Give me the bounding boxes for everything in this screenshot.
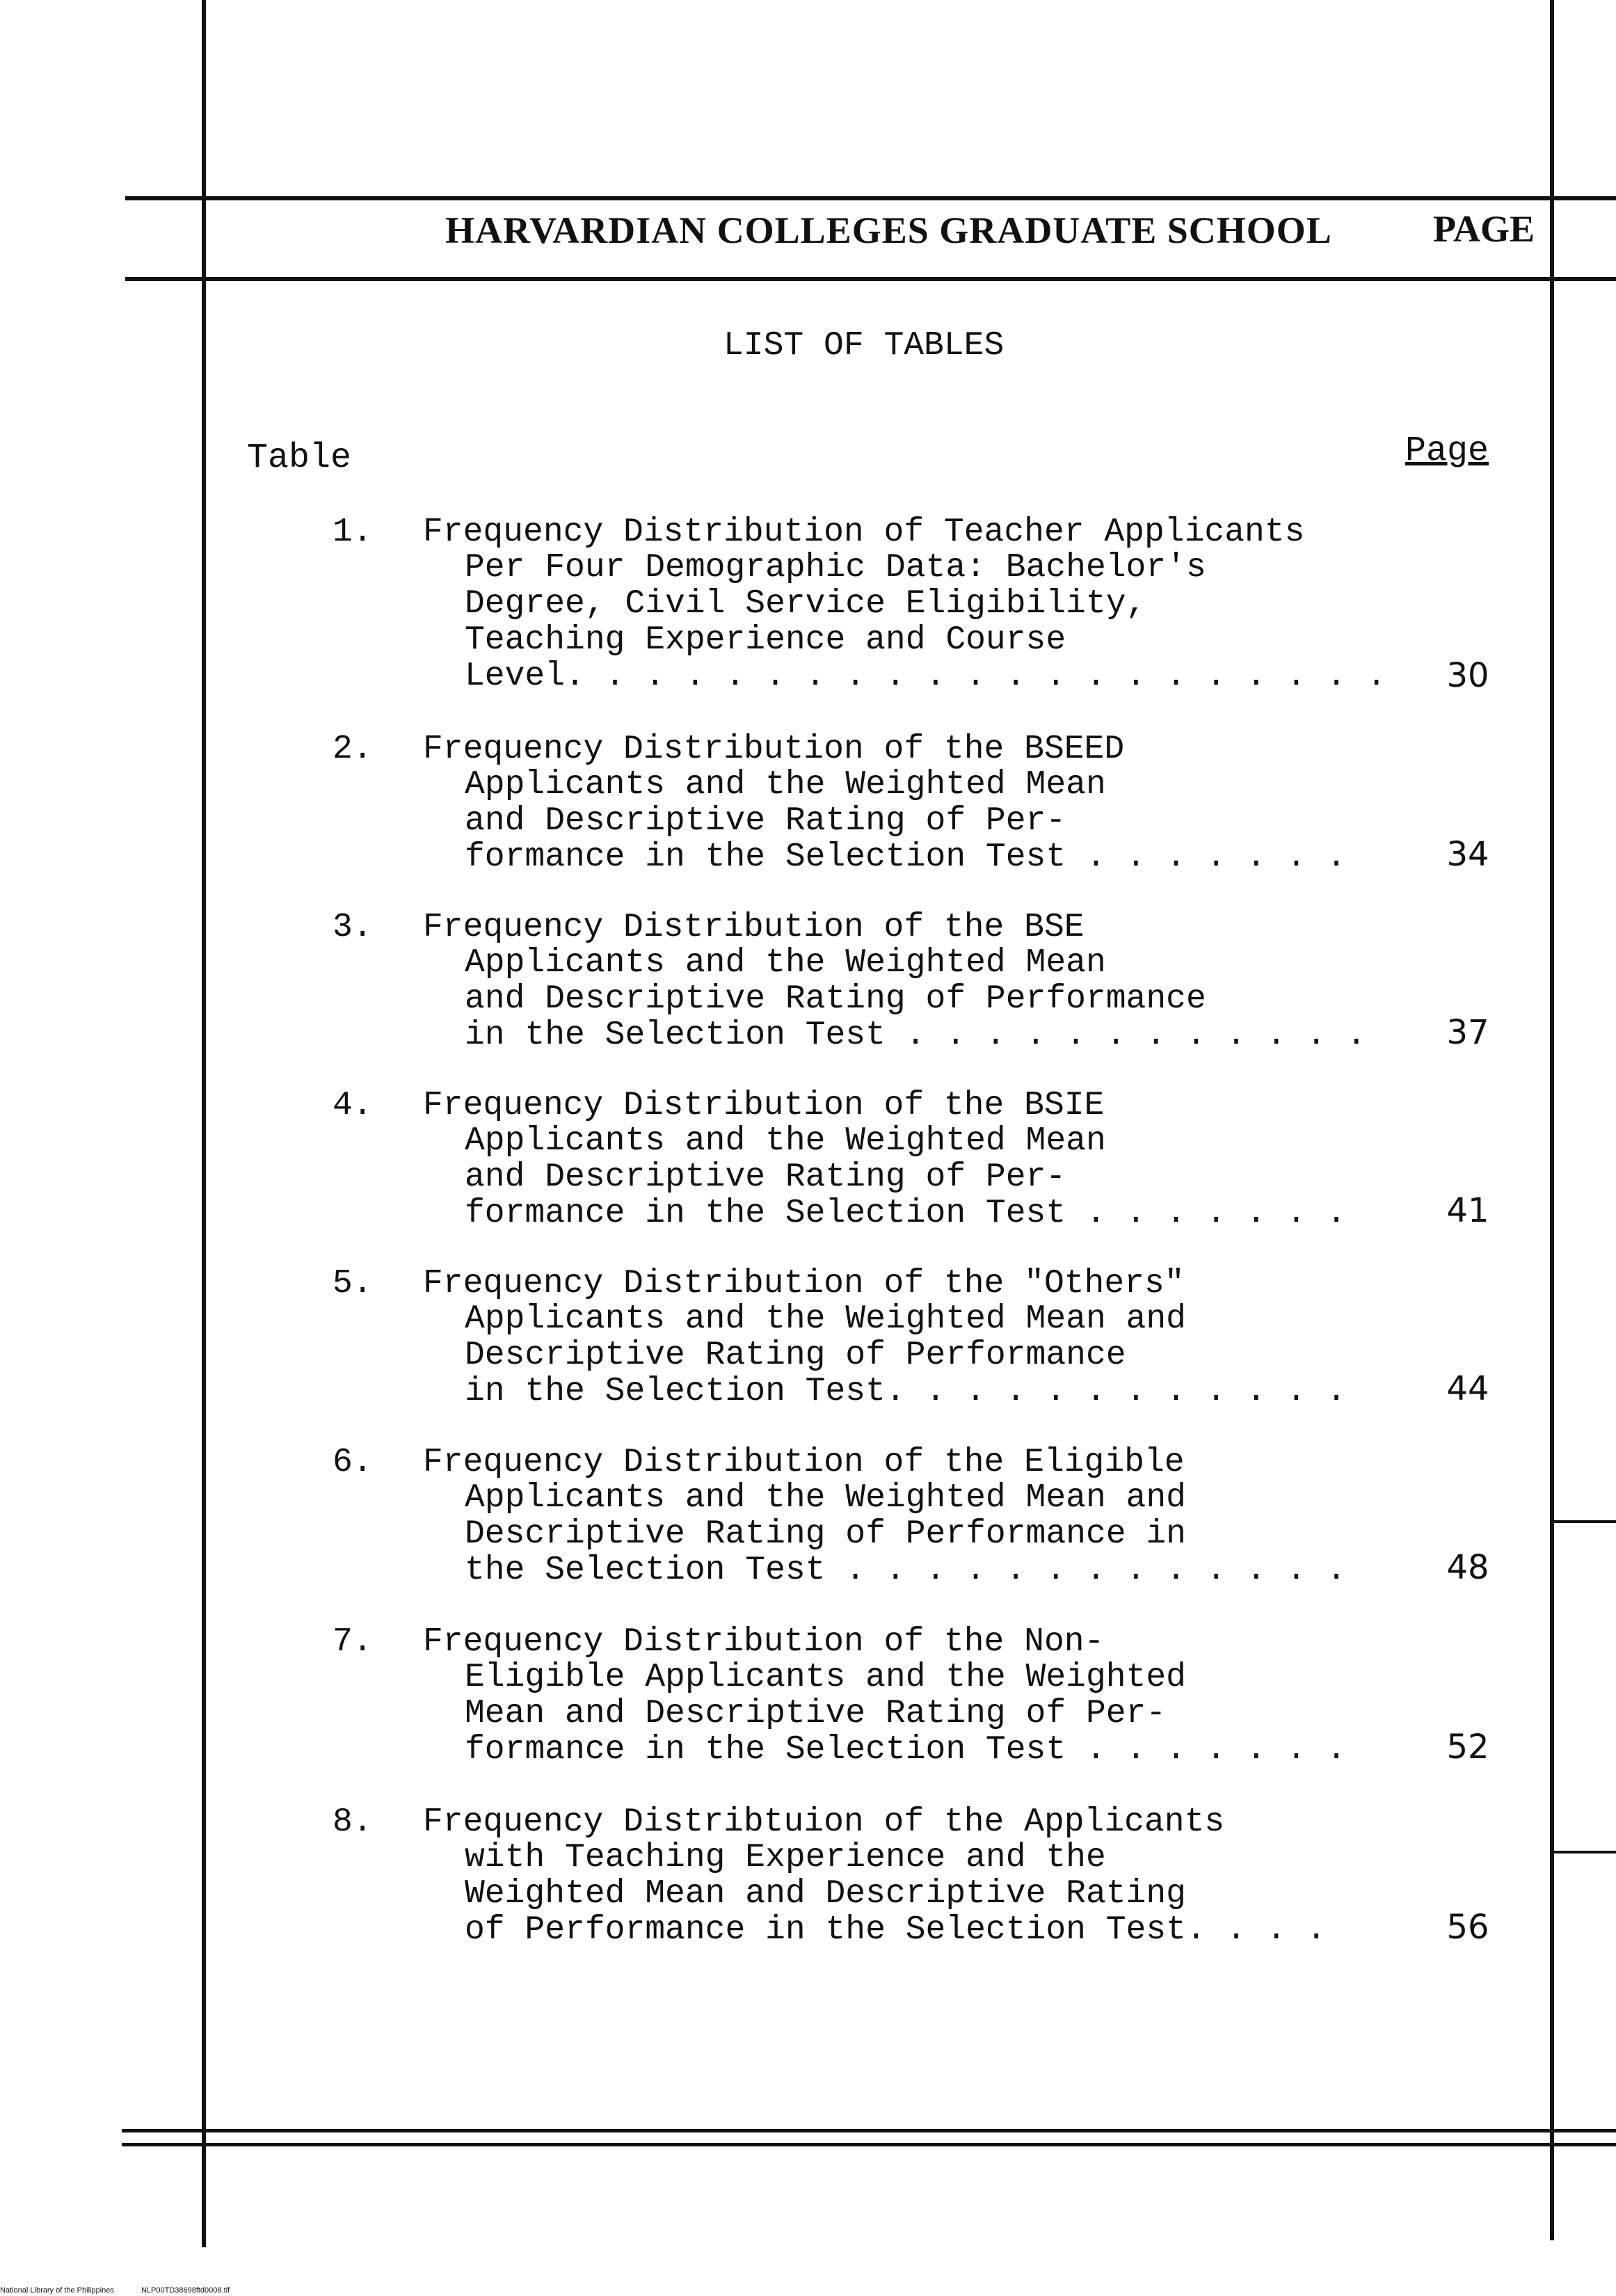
entry-page-number: 56	[1446, 1908, 1489, 1947]
entry-number: 5.	[333, 1265, 373, 1302]
entry-title: Frequency Distribution of Teacher Applicants	[423, 513, 1305, 551]
table-entry-6	[0, 1444, 1616, 1625]
table-entry-1	[0, 513, 1616, 694]
entry-number: 4.	[333, 1087, 373, 1124]
page-column-header-label: PAGE	[1433, 208, 1535, 250]
entry-page-number: 34	[1446, 835, 1489, 874]
entry-title-continuation: Eligible Applicants and the Weighted Mean and Descriptive Rating of Per- formance in the Selection Test . . . . . . .	[465, 1659, 1347, 1768]
table-entry-2	[0, 731, 1616, 911]
entry-page-number: 44	[1446, 1369, 1489, 1408]
table-entry-5	[0, 1265, 1616, 1446]
table-column-label: Table	[247, 438, 352, 478]
entry-title-continuation: Applicants and the Weighted Mean and Descriptive Rating of Performance in the Selection Test. . . . . . . . . . . .	[465, 1301, 1347, 1410]
entry-number: 1.	[333, 513, 373, 551]
entry-title: Frequency Distribution of the BSE	[423, 909, 1085, 946]
entry-title: Frequency Distribution of the Eligible	[423, 1444, 1185, 1481]
entry-page-number: 30	[1446, 656, 1489, 695]
school-name: HARVARDIAN COLLEGES GRADUATE SCHOOL	[445, 209, 1332, 251]
header-top-rule	[125, 196, 1616, 200]
entry-title-continuation: Applicants and the Weighted Mean and Descriptive Rating of Performance in the Selection Test . . . . . . . . . . . .	[465, 945, 1367, 1053]
entry-number: 6.	[333, 1444, 373, 1481]
footer-bottom-rule	[122, 2143, 1616, 2146]
entry-page-number: 52	[1446, 1728, 1489, 1767]
entry-title-continuation: Applicants and the Weighted Mean and Descriptive Rating of Per- formance in the Selection Test . . . . . . .	[465, 1123, 1347, 1231]
entry-title-continuation: Applicants and the Weighted Mean and Descriptive Rating of Per- formance in the Selection Test . . . . . . .	[465, 767, 1347, 875]
entry-page-number: 48	[1446, 1548, 1489, 1587]
entry-page-number: 41	[1446, 1191, 1489, 1230]
entry-title: Frequency Distribution of the Non-	[423, 1623, 1105, 1661]
header-bottom-rule	[125, 277, 1616, 281]
entry-title: Frequency Distribution of the BSEED	[423, 731, 1125, 768]
document-title: LIST OF TABLES	[723, 327, 1005, 365]
entry-page-number: 37	[1446, 1013, 1489, 1052]
table-entry-8	[0, 1803, 1616, 1984]
scan-footer	[0, 2286, 255, 2295]
entry-title-continuation: with Teaching Experience and the Weighted Mean and Descriptive Rating of Performance in the Selection Test. . . .	[465, 1840, 1327, 1948]
entry-title-continuation: Applicants and the Weighted Mean and Descriptive Rating of Performance in the Selection Test . . . . . . . . . . . . .	[465, 1480, 1347, 1588]
entry-title-continuation: Per Four Demographic Data: Bachelor's Degree, Civil Service Eligibility, Teaching Experience and Course Level. . . . . . . . . . . . . . . . . . . . .	[465, 550, 1387, 694]
footer-top-rule	[122, 2129, 1616, 2132]
entry-number: 7.	[333, 1623, 373, 1661]
table-entry-3	[0, 909, 1616, 1090]
table-entry-7	[0, 1623, 1616, 1804]
entry-number: 3.	[333, 909, 373, 946]
entry-number: 2.	[333, 731, 373, 768]
entry-title: Frequency Distribution of the BSIE	[423, 1087, 1105, 1124]
entry-title: Frequency Distribution of the "Others"	[423, 1265, 1185, 1302]
entry-number: 8.	[333, 1803, 373, 1841]
page-column-label: Page	[1405, 431, 1489, 471]
entry-title: Frequency Distribtuion of the Applicants	[423, 1803, 1225, 1841]
table-entry-4	[0, 1087, 1616, 1268]
library-credit: National Library of the Philippines	[0, 2286, 114, 2295]
scan-file-id: NLP00TD38698ftd0008.tif	[141, 2286, 230, 2295]
